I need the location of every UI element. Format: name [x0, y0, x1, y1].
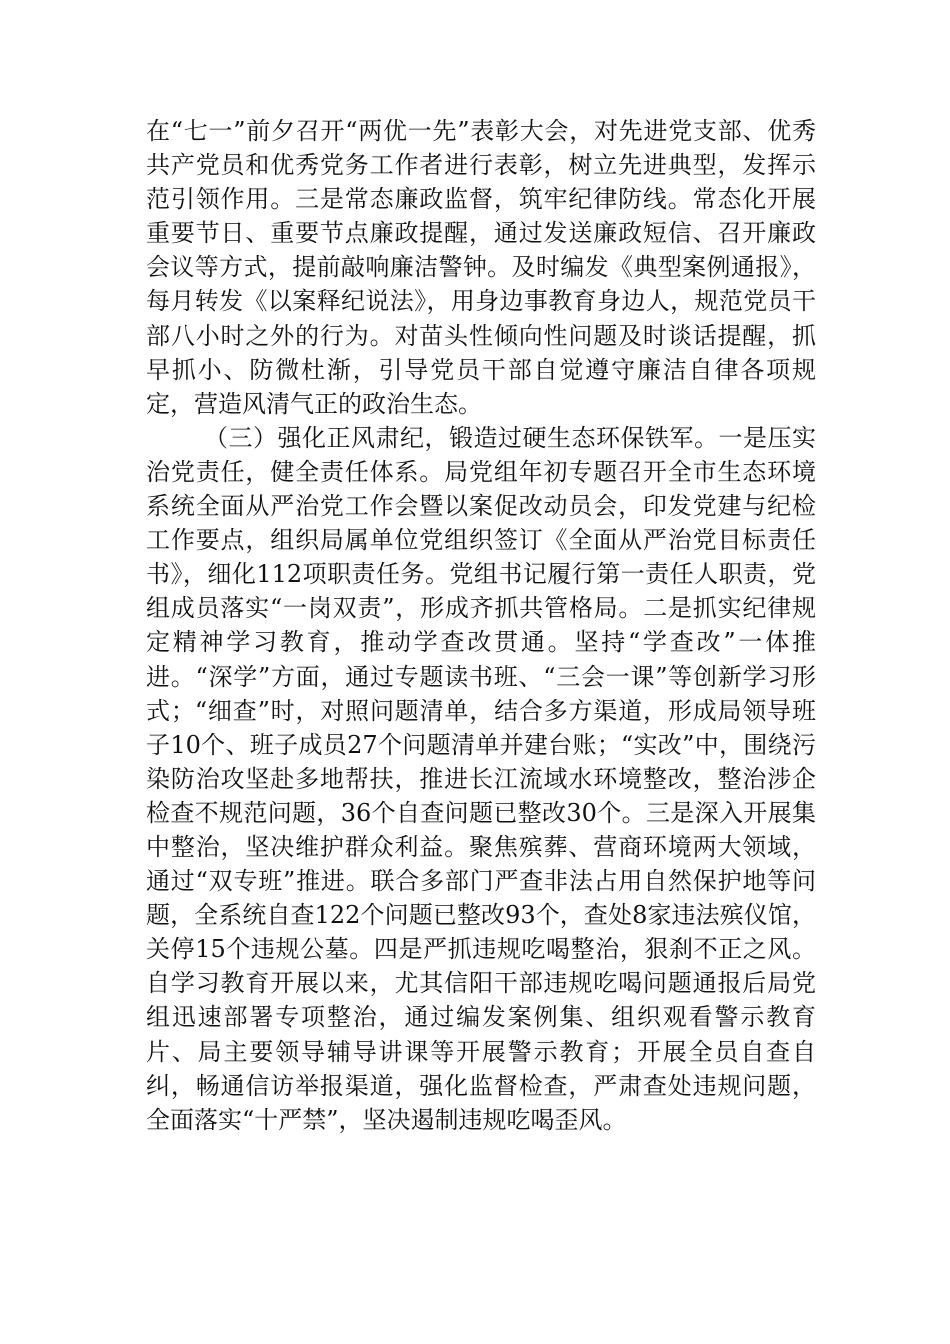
paragraph-continuation: 在“七一”前夕召开“两优一先”表彰大会，对先进党支部、优秀共产党员和优秀党务工作者进行表彰，树立先进典型，发挥示范引领作用。三是常态廉政监督，筑牢纪律防线。常态化开展重要节日、重要节点廉政提醒，通过发送廉政短信、召开廉政会议等方式，提前敲响廉洁警钟。及时编发《典型案例通报》，每月转发《以案释纪说法》，用身边事教育身边人，规范党员干部八小时之外的行为。对苗头性倾向性问题及时谈话提醒，抓早抓小、防微杜渐，引导党员干部自觉遵守廉洁自律各项规定，营造风清气正的政治生态。 [146, 117, 816, 418]
body-text [146, 114, 816, 1137]
paragraph-section-three: （三）强化正风肃纪，锻造过硬生态环保铁军。一是压实治党责任，健全责任体系。局党组年初专题召开全市生态环境系统全面从严治党工作会暨以案促改动员会，印发党建与纪检工作要点，组织局属单位党组织签订《全面从严治党目标责任书》，细化112项职责任务。党组书记履行第一责任人职责，党组成员落实“一岗双责”，形成齐抓共管格局。二是抓实纪律规定精神学习教育，推动学查改贯通。坚持“学查改”一体推进。“深学”方面，通过专题读书班、“三会一课”等创新学习形式；“细查”时，对照问题清单，结合多方渠道，形成局领导班子10个、班子成员27个问题清单并建台账；“实改”中，围绕污染防治攻坚赴多地帮扶，推进长江流域水环境整改，整治涉企检查不规范问题，36个自查问题已整改30个。三是深入开展集中整治，坚决维护群众利益。聚焦殡葬、营商环境两大领域，通过“双专班”推进。联合多部门严查非法占用自然保护地等问题，全系统自查122个问题已整改93个，查处8家违法殡仪馆，关停15个违规公墓。四是严抓违规吃喝整治，狠刹不正之风。自学习教育开展以来，尤其信阳干部违规吃喝问题通报后局党组迅速部署专项整治，通过编发案例集、组织观看警示教育片、局主要领导辅导讲课等开展警示教育；开展全员自查自纠，畅通信访举报渠道，强化监督检查，严肃查处违规问题，全面落实“十严禁”，坚决遏制违规吃喝歪风。 [146, 423, 816, 1134]
